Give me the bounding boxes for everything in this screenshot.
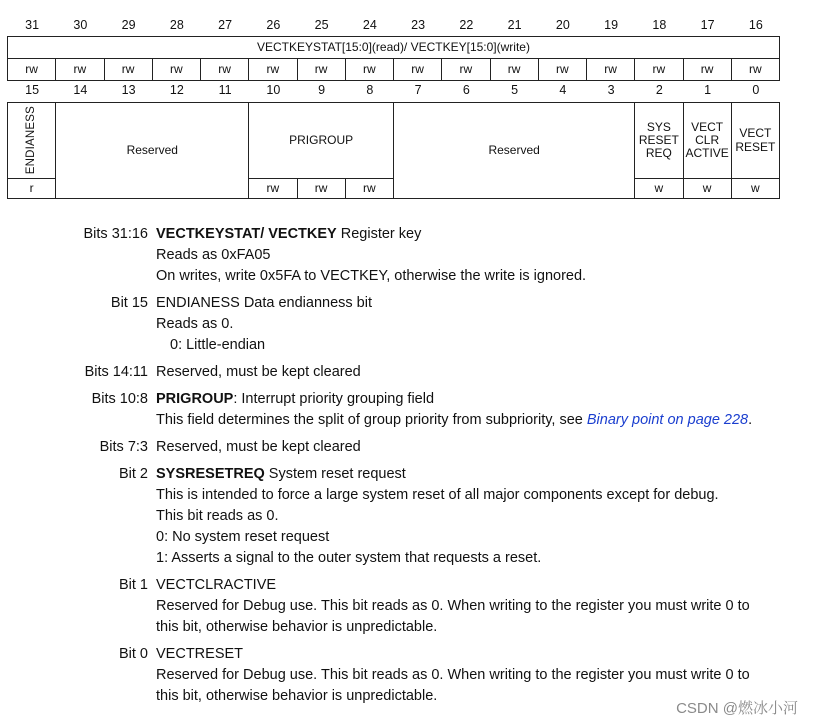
bit-number: 2 [655,83,663,97]
bit-number: 11 [218,83,232,97]
vectclractive-label-3: ACTIVE [685,146,729,161]
reserved-field-14-11: Reserved [55,102,249,199]
bit-label: Bit 0 [118,646,148,662]
endianess-field [7,102,56,179]
field-title: Reserved, must be kept cleared [156,364,361,380]
sysresetreq-label-2: RESET [638,132,679,147]
access-cell: rw [248,178,297,199]
bit-number: 30 [73,18,88,32]
bottom-bit-numbers [8,83,780,97]
top-bit-numbers [8,18,780,32]
bit-label: Bits 10:8 [91,391,148,407]
endianess-label: ENDIANESS [25,106,38,175]
bit-number: 23 [411,18,426,32]
bit-number: 24 [362,18,377,32]
desc-line-end: . [748,412,753,428]
access-cell: rw [7,58,56,81]
field-name: SYSRESETREQ [156,466,265,482]
desc-bits-14-11 [0,362,814,383]
bit-number: 12 [169,83,184,97]
desc-line: This field determines the split of group priority from subpriority, see [156,412,587,428]
bit-number: 27 [218,18,233,32]
field-title: System reset request [264,466,406,482]
bit-number: 7 [414,83,422,97]
access-cell: rw [297,178,346,199]
access-cell: rw [393,58,442,81]
bit-number: 21 [507,18,522,32]
vectkey-field: VECTKEYSTAT[15:0](read)/ VECTKEY[15:0](write) [7,36,780,59]
bit-number: 6 [462,83,470,97]
bit-descriptions [0,224,814,713]
field-title: VECTRESET [156,646,244,662]
vectreset-label-2: RESET [735,139,776,154]
desc-bits-31-16 [0,224,814,287]
bit-number: 8 [366,83,374,97]
access-cell: rw [345,178,394,199]
bit-number: 13 [121,83,136,97]
desc-line: Reads as 0. [156,316,234,332]
field-title: : Interrupt priority grouping field [233,391,435,407]
bit-number: 15 [25,83,40,97]
bit-number: 28 [169,18,184,32]
field-title: Reserved, must be kept cleared [156,439,361,455]
access-cell: w [731,178,780,199]
access-cell: w [683,178,732,199]
watermark: CSDN @燃冰小河 [676,700,798,717]
bit-label: Bits 31:16 [83,226,148,242]
access-cell: rw [297,58,346,81]
desc-bit-1 [0,575,814,638]
field-title: Register key [336,226,422,242]
register-upper-half [8,37,780,81]
bit-number: 3 [607,83,615,97]
bit-number: 10 [266,83,281,97]
register-lower-half [8,103,780,199]
desc-line: Reserved for Debug use. This bit reads as 0. When writing to the register you must write 0 to this bit, otherwise behavior is unpredictable. [156,598,750,635]
access-cell: rw [441,58,490,81]
desc-line: 0: No system reset request [156,529,330,545]
bit-number: 16 [748,18,763,32]
field-title: ENDIANESS Data endianness bit [156,295,372,311]
access-cell: rw [200,58,249,81]
access-cell: rw [634,58,683,81]
desc-bits-10-8 [0,389,814,431]
access-cell: rw [345,58,394,81]
access-cell: rw [104,58,153,81]
desc-bit-15 [0,293,814,356]
reserved-field-7-3: Reserved [393,102,635,199]
bit-number: 29 [121,18,136,32]
vectclractive-label-1: VECT [691,119,724,134]
bit-number: 18 [652,18,667,32]
bit-number: 19 [604,18,619,32]
access-cell: w [634,178,683,199]
bit-number: 22 [459,18,474,32]
bit-number: 9 [318,83,326,97]
desc-line: On writes, write 0x5FA to VECTKEY, otherwise the write is ignored. [156,268,587,284]
vectclractive-field [683,102,732,179]
desc-line: This is intended to force a large system reset of all major components except for debug. [156,487,719,503]
bit-label: Bit 15 [110,295,148,311]
access-cell: rw [683,58,732,81]
desc-line: Reserved for Debug use. This bit reads as 0. When writing to the register you must write 0 to this bit, otherwise behavior is unpredictable. [156,667,750,704]
bit-number: 4 [559,83,567,97]
sysresetreq-field [634,102,683,179]
desc-bits-7-3 [0,437,814,458]
access-cell: rw [538,58,587,81]
desc-line: Reads as 0xFA05 [156,247,271,263]
bit-number: 25 [314,18,329,32]
access-cell: rw [152,58,201,81]
field-name: PRIGROUP [156,391,234,407]
access-cell: rw [586,58,635,81]
desc-line: 0: Little-endian [170,337,266,353]
bit-number: 20 [555,18,570,32]
access-cell: rw [248,58,297,81]
bit-number: 31 [25,18,40,32]
bit-number: 5 [511,83,519,97]
bit-number: 14 [73,83,88,97]
prigroup-field: PRIGROUP [248,102,394,179]
vectreset-field [731,102,780,179]
bit-label: Bits 7:3 [99,439,148,455]
sysresetreq-label-1: SYS [646,119,671,134]
bit-number: 1 [704,83,712,97]
bit-label: Bits 14:11 [84,364,148,380]
bit-label: Bit 1 [118,577,148,593]
desc-line: This bit reads as 0. [156,508,279,524]
access-cell: rw [55,58,104,81]
desc-bit-2 [0,464,814,569]
bit-number: 0 [752,83,760,97]
vectreset-label-1: VECT [739,126,772,141]
access-cell: rw [731,58,780,81]
vectclractive-label-2: CLR [695,132,720,147]
bit-number: 17 [700,18,715,32]
access-cell: r [7,178,56,199]
field-name: VECTKEYSTAT/ VECTKEY [156,226,337,242]
binary-point-link[interactable]: Binary point on page 228 [586,412,749,428]
bit-label: Bit 2 [118,466,148,482]
field-title: VECTCLRACTIVE [156,577,277,593]
sysresetreq-label-3: REQ [645,146,672,161]
bit-number: 26 [266,18,281,32]
desc-line: 1: Asserts a signal to the outer system that requests a reset. [156,550,542,566]
access-cell: rw [490,58,539,81]
